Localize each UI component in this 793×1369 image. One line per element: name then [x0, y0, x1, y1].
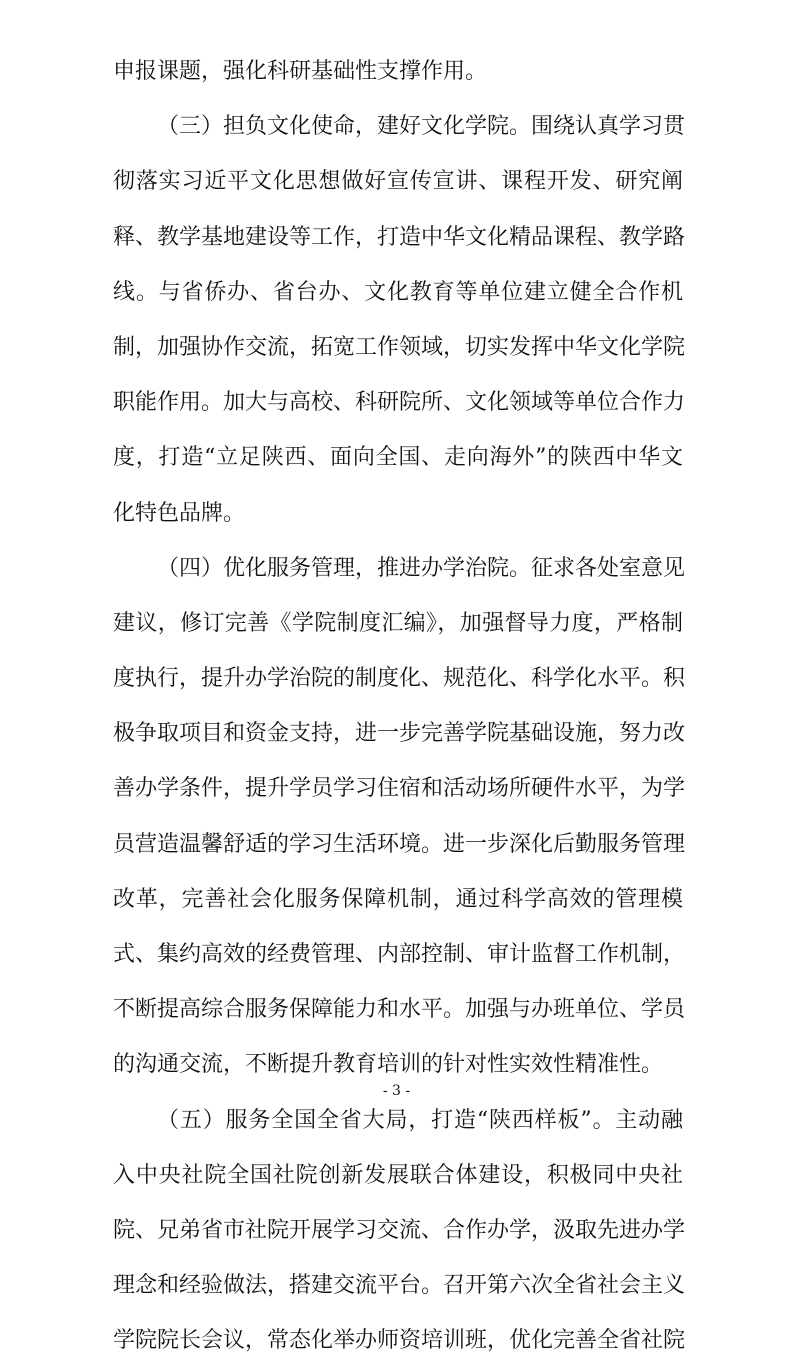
paragraph-line: 学院院长会议，常态化举办师资培训班，优化完善全省社院: [113, 1328, 686, 1354]
paragraph-line: 改革，完善社会化服务保障机制，通过科学高效的管理模: [113, 886, 683, 912]
paragraph-line: 职能作用。加大与高校、科研院所、文化领域等单位合作力: [113, 390, 686, 416]
paragraph-line: 化特色品牌。: [113, 500, 246, 526]
paragraph-line: 极争取项目和资金支持，进一步完善学院基础设施，努力改: [113, 721, 686, 747]
page-number: - 3 -: [382, 1083, 411, 1099]
paragraph-line: 线。与省侨办、省台办、文化教育等单位建立健全合作机: [113, 279, 683, 305]
paragraph-line: 度执行，提升办学治院的制度化、规范化、科学化水平。积: [113, 666, 686, 692]
paragraph-line: 建议，修订完善《学院制度汇编》，加强督导力度，严格制: [113, 610, 683, 636]
body-text: [113, 44, 686, 1369]
paragraph-line: 式、集约高效的经费管理、内部控制、审计监督工作机制，: [113, 942, 686, 967]
paragraph-line: （四）优化服务管理，推进办学治院。征求各处室意见: [157, 555, 686, 581]
paragraph-line: 度，打造“立足陕西、面向全国、走向海外”的陕西中华文: [113, 445, 683, 471]
paragraph-line: 释、教学基地建设等工作，打造中华文化精品课程、教学路: [113, 224, 686, 250]
paragraph-line: 入中央社院全国社院创新发展联合体建设，积极同中央社: [113, 1162, 683, 1188]
paragraph-line: 申报课题，强化科研基础性支撑作用。: [113, 59, 488, 84]
paragraph-line: （五）服务全国全省大局，打造“陕西样板”。主动融: [157, 1107, 683, 1133]
paragraph-line: 不断提高综合服务保障能力和水平。加强与办班单位、学员: [113, 997, 686, 1023]
paragraph-line: 理念和经验做法，搭建交流平台。召开第六次全省社会主义: [113, 1273, 686, 1299]
paragraph-line: 员营造温馨舒适的学习生活环境。进一步深化后勤服务管理: [113, 831, 686, 857]
paragraph-line: 善办学条件，提升学员学习住宿和活动场所硬件水平，为学: [113, 776, 686, 802]
paragraph-line: 制，加强协作交流，拓宽工作领域，切实发挥中华文化学院: [113, 334, 686, 360]
paragraph-line: （三）担负文化使命，建好文化学院。围绕认真学习贯: [157, 114, 686, 140]
paragraph-line: 彻落实习近平文化思想做好宣传宣讲、课程开发、研究阐: [113, 169, 683, 195]
paragraph-line: 的沟通交流，不断提升教育培训的针对性实效性精准性。: [113, 1052, 664, 1078]
paragraph-line: 院、兄弟省市社院开展学习交流、合作办学，汲取先进办学: [113, 1217, 686, 1243]
